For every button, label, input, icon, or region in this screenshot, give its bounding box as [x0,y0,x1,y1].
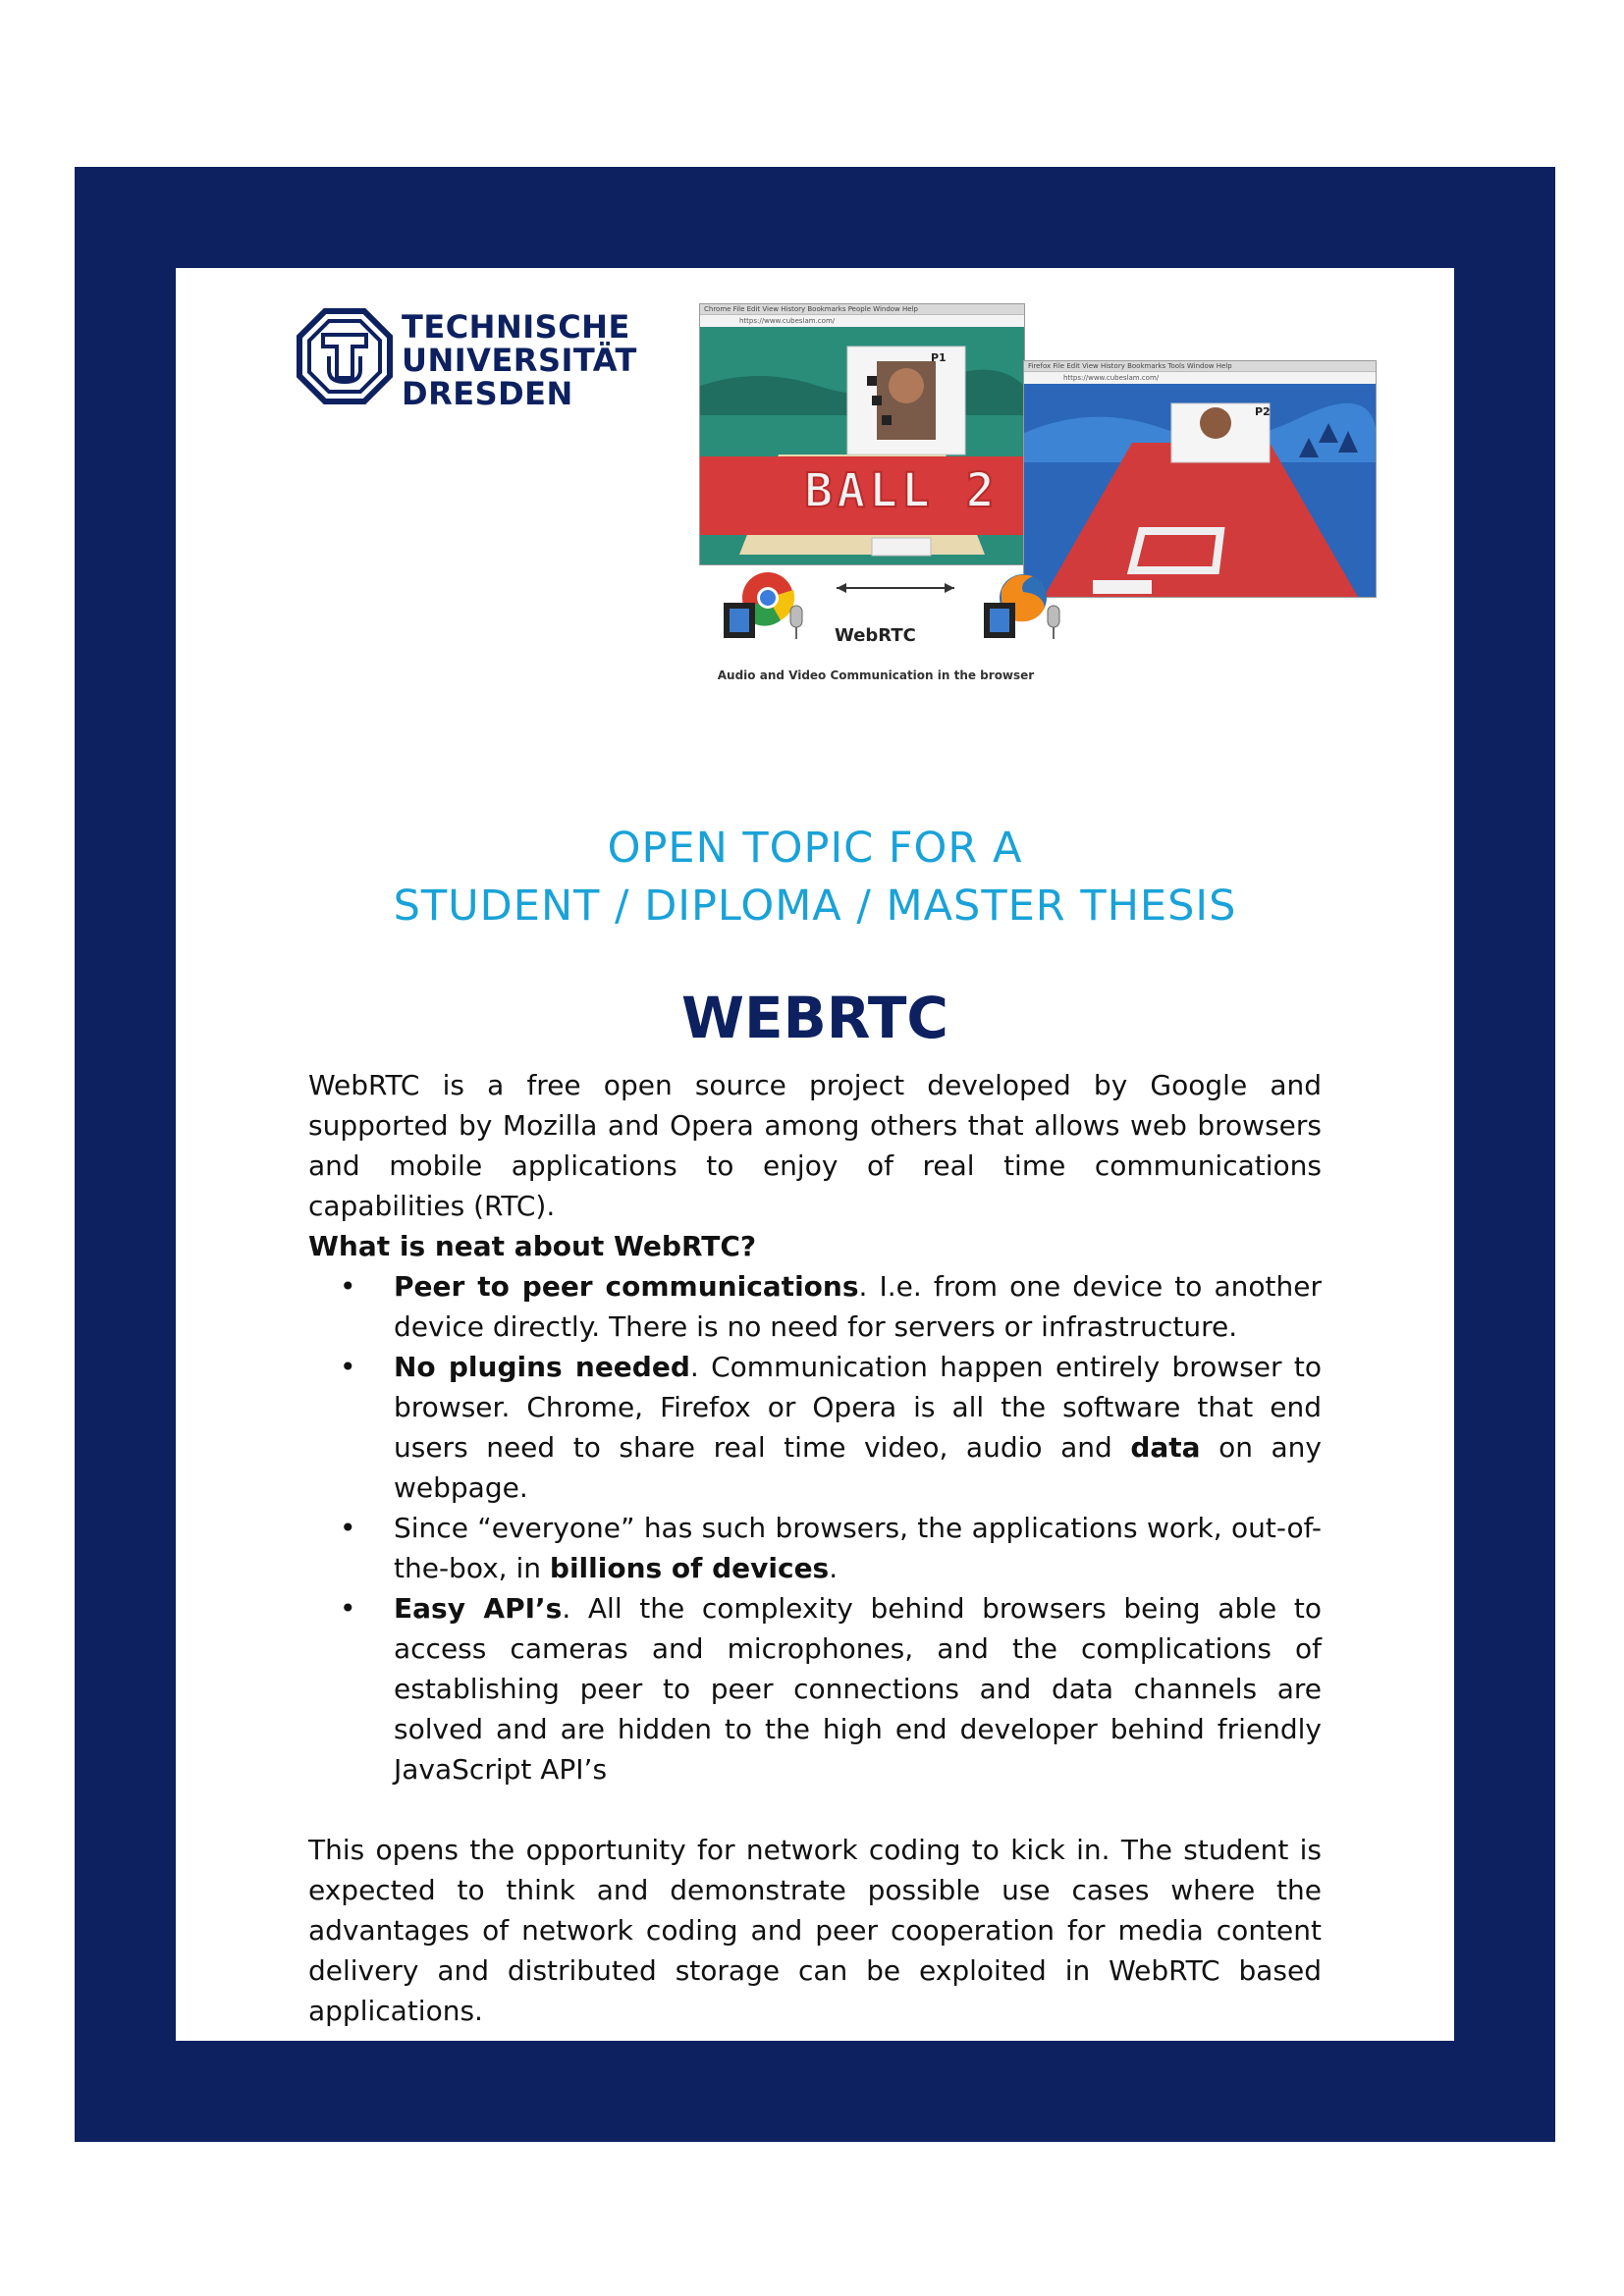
intro-paragraph: WebRTC is a free open source project developed by Google and supported by Mozilla and Opera among others that allows web browsers and mobile applications to enjoy of real time communications capabilities (RTC). [308,1069,1322,1222]
webrtc-illustration [699,303,1386,686]
player-label-p2: P2 [1255,405,1271,418]
menu-bar: Firefox File Edit View History Bookmarks Tools Window Help [1024,361,1376,372]
page-title: WEBRTC [681,985,948,1051]
logo-text-line2: UNIVERSITÄT [402,342,637,379]
topic-line-1: OPEN TOPIC FOR A [607,824,1023,873]
tu-dresden-logo [296,307,637,415]
ball-banner-text: BALL 2 [804,463,999,518]
firefox-screenshot [1023,360,1377,598]
poster-content [176,268,1454,2041]
chrome-screenshot [699,303,1025,565]
list-item: • No plugins needed. Communication happen entirely browser to browser. Chrome, Firefox or Opera is all the software that end users need to share real time video, audio and data on any webpage. [308,1347,1322,1508]
webrtc-logo-text: WebRTC [835,625,916,646]
tu-dresden-emblem-icon [296,307,394,405]
bullet-icon: • [340,1512,356,1544]
menu-bar: Chrome File Edit View History Bookmarks People Window Help [700,304,1024,315]
film-icon [724,603,755,638]
player-label-p1: P1 [931,351,947,364]
closing-paragraph: This opens the opportunity for network coding to kick in. The student is expected to think and demonstrate possible use cases where the advantages of network coding and peer cooperation for media content delivery and distributed storage can be exploited in WebRTC based applications. [308,1834,1322,2027]
neat-heading: What is neat about WebRTC? [308,1230,757,1262]
list-item: • Easy API’s. All the complexity behind browsers being able to access cameras and microphones, and the complications of establishing peer to peer connections and data channels are solved and are hidden to the high end developer behind friendly JavaScript API’s [308,1588,1322,1789]
microphone-icon [1048,606,1059,639]
illustration-caption: Audio and Video Communication in the browser [717,668,1035,682]
address-bar: https://www.cubeslam.com/ [700,315,1024,328]
microphone-icon [790,606,802,639]
list-item: • Since “everyone” has such browsers, the applications work, out-of-the-box, in billions of devices. [308,1508,1322,1588]
logo-text-line3: DRESDEN [402,375,573,412]
logo-text-line1: TECHNISCHE [402,308,630,346]
features-list [308,1266,1322,1789]
bullet-icon: • [340,1351,356,1383]
film-icon [984,603,1015,638]
poster-frame [75,167,1555,2142]
list-item: • Peer to peer communications. I.e. from one device to another device directly. There is no need for servers or infrastructure. [308,1266,1322,1347]
double-arrow-icon [837,583,954,593]
webrtc-icons-row [699,568,1386,647]
address-bar: https://www.cubeslam.com/ [1024,372,1376,385]
game-scene-image [1024,384,1376,597]
bullet-icon: • [340,1592,356,1625]
bullet-icon: • [340,1270,356,1303]
topic-line-2: STUDENT / DIPLOMA / MASTER THESIS [393,881,1237,931]
body-content [308,1065,1322,2031]
